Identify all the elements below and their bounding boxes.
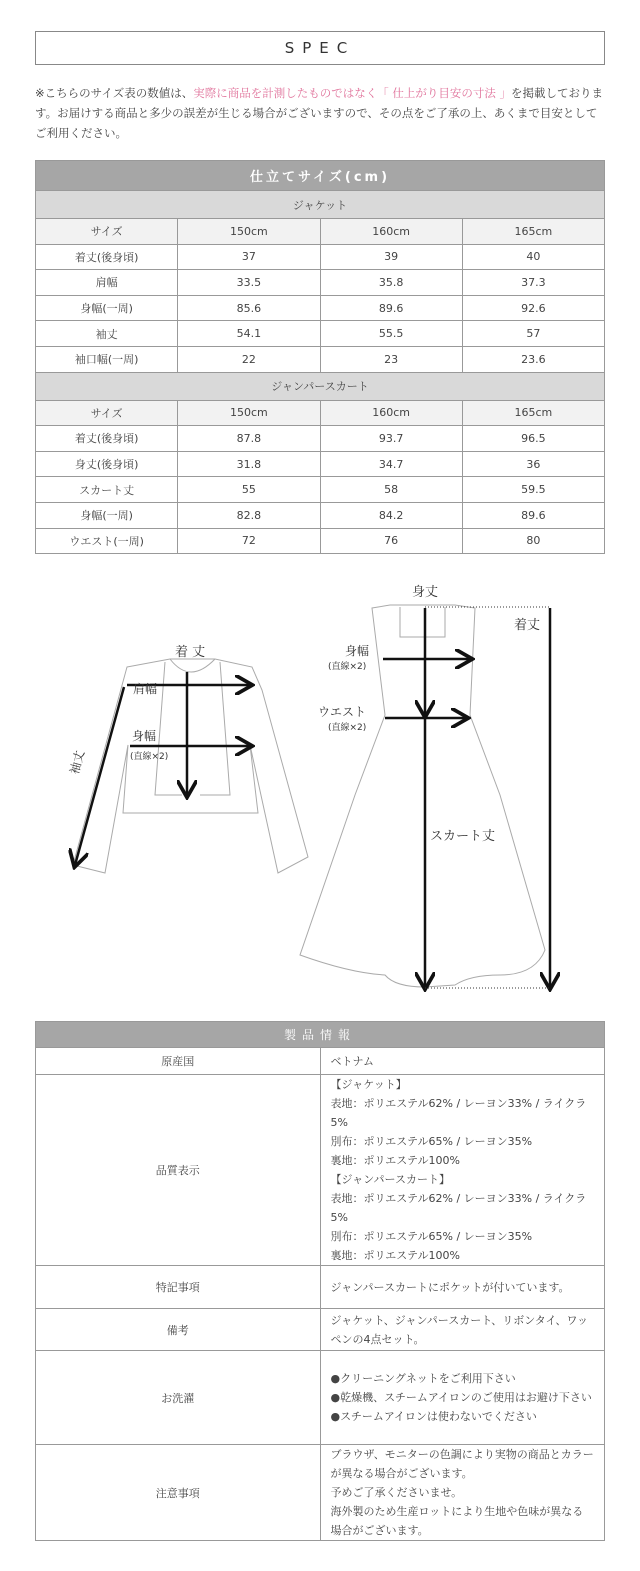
size-value: 55 — [178, 477, 320, 503]
info-value — [320, 1309, 605, 1351]
table-row — [36, 451, 605, 477]
info-value — [320, 1445, 605, 1541]
info-label: 品質表示 — [36, 1075, 321, 1266]
info-line: ブラウザ、モニターの色調により実物の商品とカラーが異なる場合がございます。 — [330, 1448, 594, 1480]
column-header: サイズ — [36, 400, 178, 426]
size-value: 23.6 — [462, 346, 604, 372]
row-label: ウエスト(一周) — [36, 528, 178, 554]
label-jacket-length: 着 丈 — [175, 645, 206, 660]
section-title: ジャンパースカート — [36, 372, 605, 400]
column-header: 160cm — [320, 219, 462, 245]
size-value: 59.5 — [462, 477, 604, 503]
info-line: 表地：ポリエステル62% / レーヨン33% / ライクラ5% — [330, 1192, 587, 1224]
label-skirt-length: スカート丈 — [430, 829, 496, 844]
info-label: 注意事項 — [36, 1445, 321, 1541]
note-text: ※こちらのサイズ表の数値は、 — [35, 86, 194, 100]
info-line: ●スチームアイロンは使わないでください — [330, 1410, 537, 1423]
info-row — [36, 1445, 605, 1541]
size-value: 58 — [320, 477, 462, 503]
table-row — [36, 502, 605, 528]
table-title-row — [36, 161, 605, 191]
size-header-row — [36, 219, 605, 245]
row-label: 着丈(後身頃) — [36, 426, 178, 452]
size-value: 72 — [178, 528, 320, 554]
info-line: ●乾燥機、スチームアイロンのご使用はお避け下さい — [330, 1391, 592, 1404]
column-header: 165cm — [462, 400, 604, 426]
row-label: 着丈(後身頃) — [36, 244, 178, 270]
label-sleeve: 袖丈 — [67, 748, 88, 776]
table-row — [36, 270, 605, 296]
size-value: 35.8 — [320, 270, 462, 296]
table-row — [36, 295, 605, 321]
info-line: ジャケット、ジャンパースカート、リボンタイ、ワッペンの4点セット。 — [330, 1313, 589, 1346]
size-value: 85.6 — [178, 295, 320, 321]
size-value: 37 — [178, 244, 320, 270]
info-line: 【ジャンパースカート】 — [330, 1173, 450, 1186]
size-value: 92.6 — [462, 295, 604, 321]
table-row — [36, 346, 605, 372]
label-waist: ウエスト — [318, 705, 367, 719]
size-value: 37.3 — [462, 270, 604, 296]
table-row — [36, 477, 605, 503]
size-value: 34.7 — [320, 451, 462, 477]
column-header: 165cm — [462, 219, 604, 245]
info-label: 備考 — [36, 1309, 321, 1351]
row-label: 袖口幅(一周) — [36, 346, 178, 372]
note-highlight: 実際に商品を計測したものではなく「 仕上がり目安の寸法 」 — [193, 86, 512, 100]
size-value: 40 — [462, 244, 604, 270]
size-value: 36 — [462, 451, 604, 477]
size-value: 89.6 — [320, 295, 462, 321]
info-row — [36, 1351, 605, 1445]
info-line: 裏地：ポリエステル100% — [330, 1154, 460, 1167]
note-text-2: を掲載しております。お届けする商品と多少の誤差が生じる場合がございますので、その点をご了承の上、あくまで目安としてご利用ください。 — [35, 86, 604, 140]
info-line: ジャンパースカートにポケットが付いています。 — [330, 1280, 570, 1294]
product-info-table — [35, 1021, 605, 1541]
info-row — [36, 1309, 605, 1351]
size-value: 33.5 — [178, 270, 320, 296]
table-row — [36, 426, 605, 452]
info-line: 予めご了承くださいませ。 — [330, 1486, 463, 1499]
size-value: 57 — [462, 321, 604, 347]
size-value: 55.5 — [320, 321, 462, 347]
info-line: 裏地：ポリエステル100% — [330, 1249, 460, 1262]
column-header: 150cm — [178, 219, 320, 245]
size-value: 23 — [320, 346, 462, 372]
info-value — [320, 1266, 605, 1309]
row-label: 袖丈 — [36, 321, 178, 347]
section-header-row — [36, 191, 605, 219]
info-value — [320, 1351, 605, 1445]
section-title: ジャケット — [36, 191, 605, 219]
label-waist-note: (直線×2) — [328, 723, 367, 733]
size-note — [35, 83, 605, 143]
product-info-title: 製品情報 — [36, 1022, 605, 1048]
product-info-title-row — [36, 1022, 605, 1048]
size-table — [35, 160, 605, 554]
info-label: 特記事項 — [36, 1266, 321, 1309]
size-value: 76 — [320, 528, 462, 554]
spec-title: SPEC — [35, 31, 605, 65]
section-header-row — [36, 372, 605, 400]
info-line: 別布：ポリエステル65% / レーヨン35% — [330, 1135, 533, 1148]
size-value: 22 — [178, 346, 320, 372]
size-value: 80 — [462, 528, 604, 554]
size-header-row — [36, 400, 605, 426]
label-skirt-width-note: (直線×2) — [328, 662, 367, 672]
label-total-length: 着丈 — [514, 618, 541, 633]
info-line: 別布：ポリエステル65% / レーヨン35% — [330, 1230, 533, 1243]
column-header: 160cm — [320, 400, 462, 426]
info-line: ベトナム — [330, 1054, 374, 1068]
label-skirt-width: 身幅 — [345, 644, 370, 658]
size-diagram — [0, 575, 640, 995]
row-label: 肩幅 — [36, 270, 178, 296]
info-label: お洗濯 — [36, 1351, 321, 1445]
column-header: サイズ — [36, 219, 178, 245]
label-jacket-width: 身幅 — [132, 729, 157, 743]
info-value — [320, 1075, 605, 1266]
info-line: 表地：ポリエステル62% / レーヨン33% / ライクラ5% — [330, 1097, 587, 1129]
info-line: 【ジャケット】 — [330, 1078, 407, 1091]
size-value: 84.2 — [320, 502, 462, 528]
info-line: ●クリーニングネットをご利用下さい — [330, 1372, 516, 1385]
size-value: 31.8 — [178, 451, 320, 477]
info-row — [36, 1266, 605, 1309]
row-label: スカート丈 — [36, 477, 178, 503]
size-value: 54.1 — [178, 321, 320, 347]
size-value: 82.8 — [178, 502, 320, 528]
row-label: 身丈(後身頃) — [36, 451, 178, 477]
table-row — [36, 244, 605, 270]
size-value: 93.7 — [320, 426, 462, 452]
table-title: 仕立てサイズ(cm) — [36, 161, 605, 191]
info-row — [36, 1075, 605, 1266]
label-body-length: 身丈 — [412, 585, 439, 600]
jacket-illustration — [73, 659, 308, 873]
table-row — [36, 528, 605, 554]
table-row — [36, 321, 605, 347]
info-value — [320, 1048, 605, 1075]
row-label: 身幅(一周) — [36, 502, 178, 528]
size-value: 39 — [320, 244, 462, 270]
info-line: 海外製のため生産ロットにより生地や色味が異なる場合がございます。 — [330, 1505, 584, 1537]
label-jacket-width-note: (直線×2) — [130, 752, 169, 762]
size-value: 96.5 — [462, 426, 604, 452]
size-value: 89.6 — [462, 502, 604, 528]
info-label: 原産国 — [36, 1048, 321, 1075]
info-row — [36, 1048, 605, 1075]
column-header: 150cm — [178, 400, 320, 426]
size-value: 87.8 — [178, 426, 320, 452]
label-shoulder: 肩幅 — [133, 682, 158, 696]
row-label: 身幅(一周) — [36, 295, 178, 321]
